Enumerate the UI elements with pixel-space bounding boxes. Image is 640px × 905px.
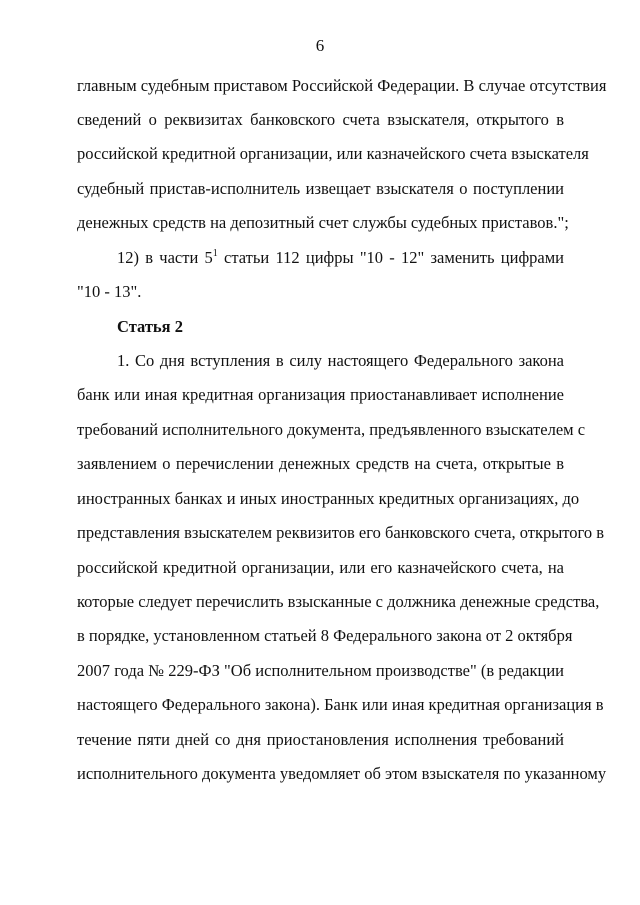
text-line: требований исполнительного документа, предъявленного взыскателем с <box>77 420 586 439</box>
text-line: денежных средств на депозитный счет службы судебных приставов."; <box>77 213 569 232</box>
text-line: исполнительного документа уведомляет об этом взыскателя по указанному <box>77 764 607 783</box>
text-line: 1. Со дня вступления в силу настоящего Федерального закона <box>117 351 564 370</box>
text-line: течение пяти дней со дня приостановления исполнения требований <box>77 730 564 749</box>
amendment-text-pre: 12) в части 5 <box>117 248 213 267</box>
text-line: в порядке, установленном статьей 8 Федерального закона от 2 октября <box>77 626 573 645</box>
text-line: иностранных банках и иных иностранных кредитных организациях, до <box>77 489 580 508</box>
text-line: банк или иная кредитная организация приостанавливает исполнение <box>77 385 564 404</box>
text-line: судебный пристав-исполнитель извещает взыскателя о поступлении <box>77 179 564 198</box>
text-line: 2007 года № 229-ФЗ "Об исполнительном производстве" (в редакции <box>77 661 564 680</box>
page-number: 6 <box>315 36 325 55</box>
amendment-line <box>117 247 564 269</box>
text-line: представления взыскателем реквизитов его банковского счета, открытого в <box>77 523 605 542</box>
text-line: российской кредитной организации, или казначейского счета взыскателя <box>77 144 589 163</box>
text-line: "10 - 13". <box>77 282 142 301</box>
article-heading: Статья 2 <box>117 317 183 336</box>
text-line: сведений о реквизитах банковского счета взыскателя, открытого в <box>77 110 564 129</box>
text-line: российской кредитной организации, или его казначейского счета, на <box>77 558 564 577</box>
amendment-text-post: статьи 112 цифры "10 - 12" заменить цифрами <box>217 248 564 267</box>
text-line: главным судебным приставом Российской Федерации. В случае отсутствия <box>77 76 607 95</box>
superscript: 1 <box>212 248 218 259</box>
text-line: которые следует перечислить взысканные с должника денежные средства, <box>77 592 600 611</box>
text-line: настоящего Федерального закона). Банк или иная кредитная организация в <box>77 695 604 714</box>
text-line: заявлением о перечислении денежных средств на счета, открытые в <box>77 454 564 473</box>
